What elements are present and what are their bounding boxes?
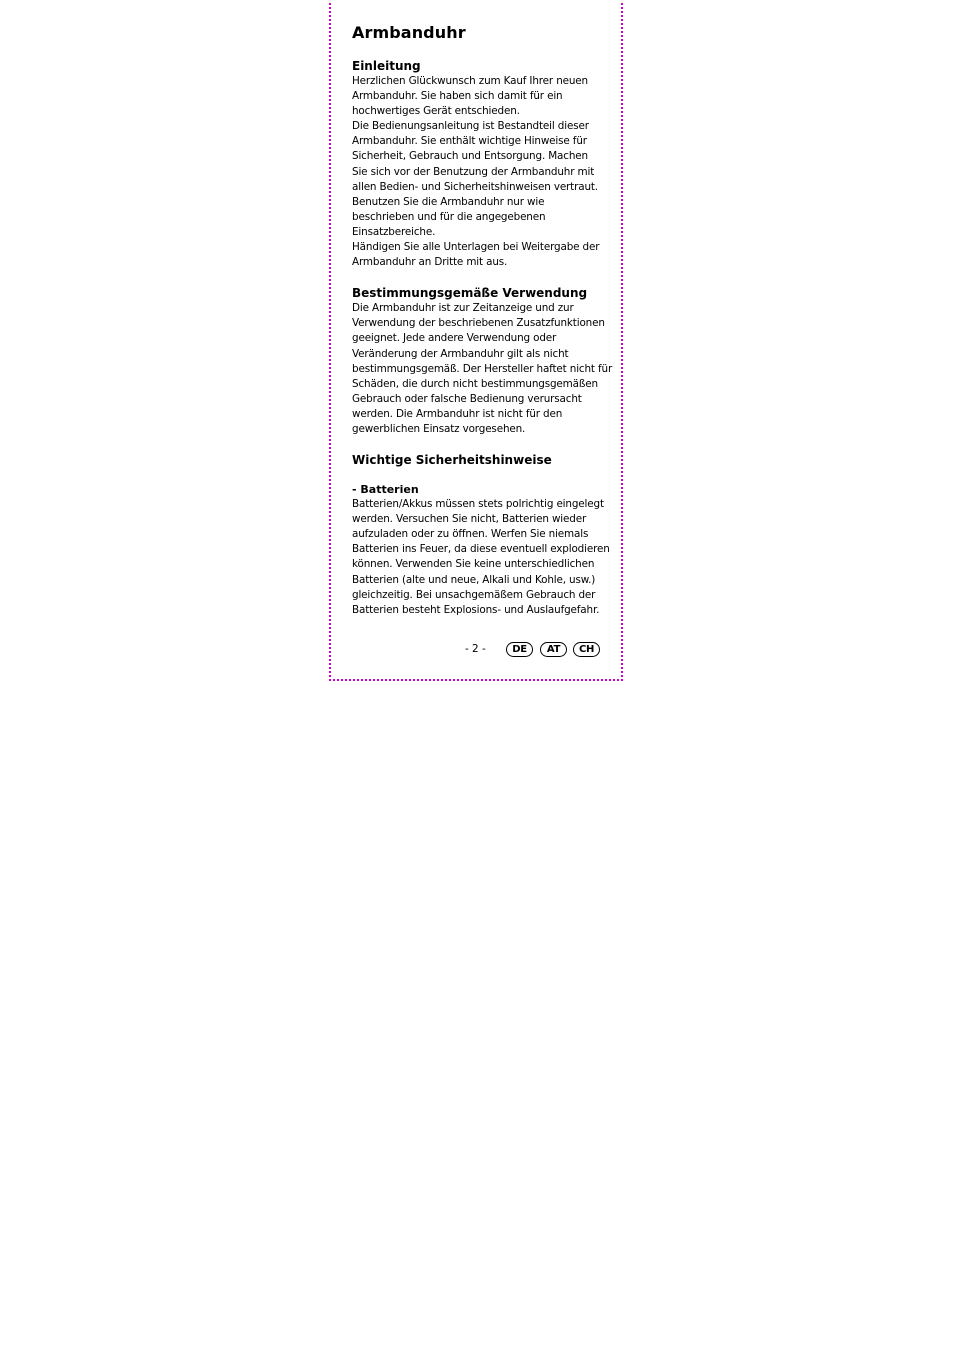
section-heading-intended-use: Bestimmungsgemäße Verwendung (352, 286, 588, 301)
intro-line: Die Bedienungsanleitung ist Bestandteil dieser (352, 120, 589, 133)
intended-use-line: Gebrauch oder falsche Bedienung verursacht (352, 392, 582, 405)
intended-use-line: Schäden, die durch nicht bestimmungsgemäßen (352, 377, 598, 390)
safety-line: gleichzeitig. Bei unsachgemäßem Gebrauch der (352, 588, 596, 601)
safety-line: Batterien (alte und neue, Alkali und Kohle, usw.) (352, 573, 596, 586)
intro-line: Benutzen Sie die Armbanduhr nur wie (352, 195, 545, 208)
intro-line: Armbanduhr. Sie haben sich damit für ein (352, 90, 563, 103)
country-badge-ch: CH (573, 642, 600, 657)
safety-line: können. Verwenden Sie keine unterschiedlichen (352, 558, 595, 571)
safety-body (352, 497, 610, 618)
intro-line: Sicherheit, Gebrauch und Entsorgung. Machen (352, 150, 588, 163)
spacer (352, 468, 606, 482)
intended-use-line: geeignet. Jede andere Verwendung oder (352, 332, 557, 345)
section-intended-use (352, 286, 613, 437)
page-footer (462, 640, 604, 660)
intended-use-line: Die Armbanduhr ist zur Zeitanzeige und zur (352, 302, 574, 315)
safety-line: aufzuladen oder zu öffnen. Werfen Sie niemals (352, 528, 589, 541)
intro-line: hochwertiges Gerät entschieden. (352, 105, 520, 118)
document-content (352, 22, 613, 618)
section-heading-intro: Einleitung (352, 59, 421, 73)
spacer (352, 270, 606, 286)
intended-use-line: Veränderung der Armbanduhr gilt als nicht (352, 347, 569, 360)
intended-use-line: bestimmungsgemäß. Der Hersteller haftet nicht für (352, 362, 613, 375)
page-number: - 2 - (465, 643, 486, 655)
intro-line: Händigen Sie alle Unterlagen bei Weitergabe der (352, 241, 600, 254)
intro-line: Herzlichen Glückwunsch zum Kauf Ihrer neuen (352, 75, 588, 87)
country-badge-at: AT (540, 642, 567, 657)
section-intro (352, 59, 606, 270)
safety-line: Batterien ins Feuer, da diese eventuell explodieren (352, 543, 610, 556)
intended-use-body (352, 301, 613, 437)
intro-body (352, 74, 606, 270)
intended-use-line: werden. Die Armbanduhr ist nicht für den (352, 407, 563, 420)
subheading-batteries: - Batterien (352, 483, 419, 497)
section-heading-safety: Wichtige Sicherheitshinweise (352, 453, 552, 468)
safety-line: werden. Versuchen Sie nicht, Batterien wieder (352, 513, 587, 526)
intro-line: Sie sich vor der Benutzung der Armbanduhr mit (352, 165, 595, 178)
document-title: Armbanduhr (352, 23, 466, 42)
intro-line: allen Bedien- und Sicherheitshinweisen vertraut. (352, 180, 598, 193)
safety-line: Batterien besteht Explosions- und Auslaufgefahr. (352, 603, 600, 616)
intro-line: beschrieben und für die angegebenen (352, 210, 546, 223)
intro-line: Armbanduhr. Sie enthält wichtige Hinweise für (352, 135, 587, 148)
intended-use-line: Verwendung der beschriebenen Zusatzfunktionen (352, 317, 605, 330)
country-badge-de: DE (506, 642, 533, 657)
section-safety (352, 453, 610, 618)
intended-use-line: gewerblichen Einsatz vorgesehen. (352, 422, 526, 435)
intro-line: Einsatzbereiche. (352, 225, 436, 238)
intro-line: Armbanduhr an Dritte mit aus. (352, 256, 508, 269)
safety-line: Batterien/Akkus müssen stets polrichtig eingelegt (352, 498, 604, 511)
spacer (352, 437, 606, 453)
